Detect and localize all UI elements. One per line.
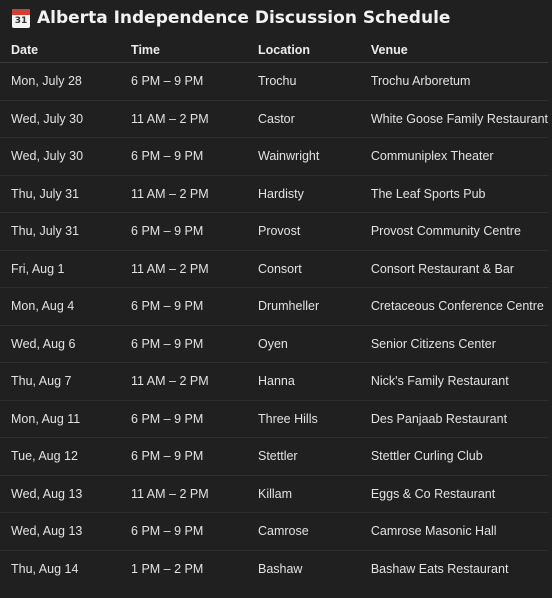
table-row [0, 325, 548, 363]
calendar-icon [12, 9, 30, 28]
table-row [0, 100, 548, 138]
calendar-icon-day: 31 [14, 15, 28, 26]
cell-date: Thu, July 31 [0, 213, 131, 251]
cell-location: Oyen [258, 325, 371, 363]
cell-location: Drumheller [258, 288, 371, 326]
cell-location: Provost [258, 213, 371, 251]
column-header-venue: Venue [371, 37, 548, 63]
cell-time: 11 AM – 2 PM [131, 475, 258, 513]
cell-venue: White Goose Family Restaurant [371, 100, 548, 138]
table-row [0, 288, 548, 326]
cell-time: 6 PM – 9 PM [131, 288, 258, 326]
cell-time: 6 PM – 9 PM [131, 213, 258, 251]
column-header-location: Location [258, 37, 371, 63]
cell-venue: Nick's Family Restaurant [371, 363, 548, 401]
cell-time: 1 PM – 2 PM [131, 561, 204, 576]
cell-venue: Trochu Arboretum [371, 63, 548, 101]
cell-venue: Consort Restaurant & Bar [371, 250, 548, 288]
cell-location: Hanna [258, 363, 371, 401]
page-header [12, 6, 450, 30]
table-row [0, 550, 548, 587]
schedule-table [0, 37, 548, 587]
cell-location: Hardisty [258, 175, 371, 213]
cell-time: 11 AM – 2 PM [131, 100, 258, 138]
cell-location: Killam [258, 475, 371, 513]
cell-date: Wed, Aug 6 [0, 325, 131, 363]
cell-location: Trochu [258, 63, 371, 101]
cell-location: Consort [258, 250, 371, 288]
cell-location: Stettler [258, 438, 371, 476]
cell-time: 6 PM – 9 PM [131, 138, 258, 176]
cell-time: 6 PM – 9 PM [131, 63, 258, 101]
cell-time: 11 AM – 2 PM [131, 363, 258, 401]
table-row [0, 175, 548, 213]
cell-venue: The Leaf Sports Pub [371, 175, 548, 213]
cell-venue: Cretaceous Conference Centre [371, 288, 548, 326]
cell-venue: Provost Community Centre [371, 213, 548, 251]
table-row [0, 363, 548, 401]
cell-date: Fri, Aug 1 [0, 250, 131, 288]
page-title: Alberta Independence Discussion Schedule [37, 8, 451, 28]
table-row [0, 400, 548, 438]
table-row [0, 63, 548, 101]
table-row [0, 513, 548, 551]
cell-time: 11 AM – 2 PM [131, 175, 258, 213]
cell-date: Wed, July 30 [0, 138, 131, 176]
table-header-row [0, 37, 548, 63]
table-row [0, 213, 548, 251]
cell-location: Castor [258, 100, 371, 138]
calendar-icon-ring [24, 9, 26, 12]
table-row [0, 250, 548, 288]
table-row [0, 138, 548, 176]
cell-venue: Senior Citizens Center [371, 325, 548, 363]
cell-location: Wainwright [258, 138, 371, 176]
calendar-icon-ring [16, 9, 18, 12]
cell-date: Wed, July 30 [0, 100, 131, 138]
cell-date: Thu, Aug 14 [11, 561, 79, 576]
cell-time: 11 AM – 2 PM [131, 250, 258, 288]
cell-venue: Eggs & Co Restaurant [371, 475, 548, 513]
cell-date: Wed, Aug 13 [0, 513, 131, 551]
cell-time: 6 PM – 9 PM [131, 513, 258, 551]
cell-venue: Communiplex Theater [371, 138, 548, 176]
cell-location: Camrose [258, 513, 371, 551]
cell-time: 6 PM – 9 PM [131, 400, 258, 438]
cell-date: Thu, Aug 7 [0, 363, 131, 401]
column-header-time: Time [131, 37, 258, 63]
cell-time: 6 PM – 9 PM [131, 438, 258, 476]
table-row [0, 475, 548, 513]
cell-time: 6 PM – 9 PM [131, 325, 258, 363]
cell-date: Tue, Aug 12 [0, 438, 131, 476]
cell-date: Mon, Aug 11 [0, 400, 131, 438]
cell-date: Mon, Aug 4 [0, 288, 131, 326]
cell-date: Mon, July 28 [0, 63, 131, 101]
table-row [0, 438, 548, 476]
cell-venue: Camrose Masonic Hall [371, 513, 548, 551]
column-header-date: Date [0, 37, 131, 63]
cell-venue: Stettler Curling Club [371, 438, 548, 476]
cell-venue: Bashaw Eats Restaurant [370, 561, 509, 576]
cell-location: Three Hills [258, 400, 371, 438]
cell-location: Bashaw [257, 561, 303, 576]
cell-date: Thu, July 31 [0, 175, 131, 213]
cell-date: Wed, Aug 13 [0, 475, 131, 513]
cell-venue: Des Panjaab Restaurant [371, 400, 548, 438]
